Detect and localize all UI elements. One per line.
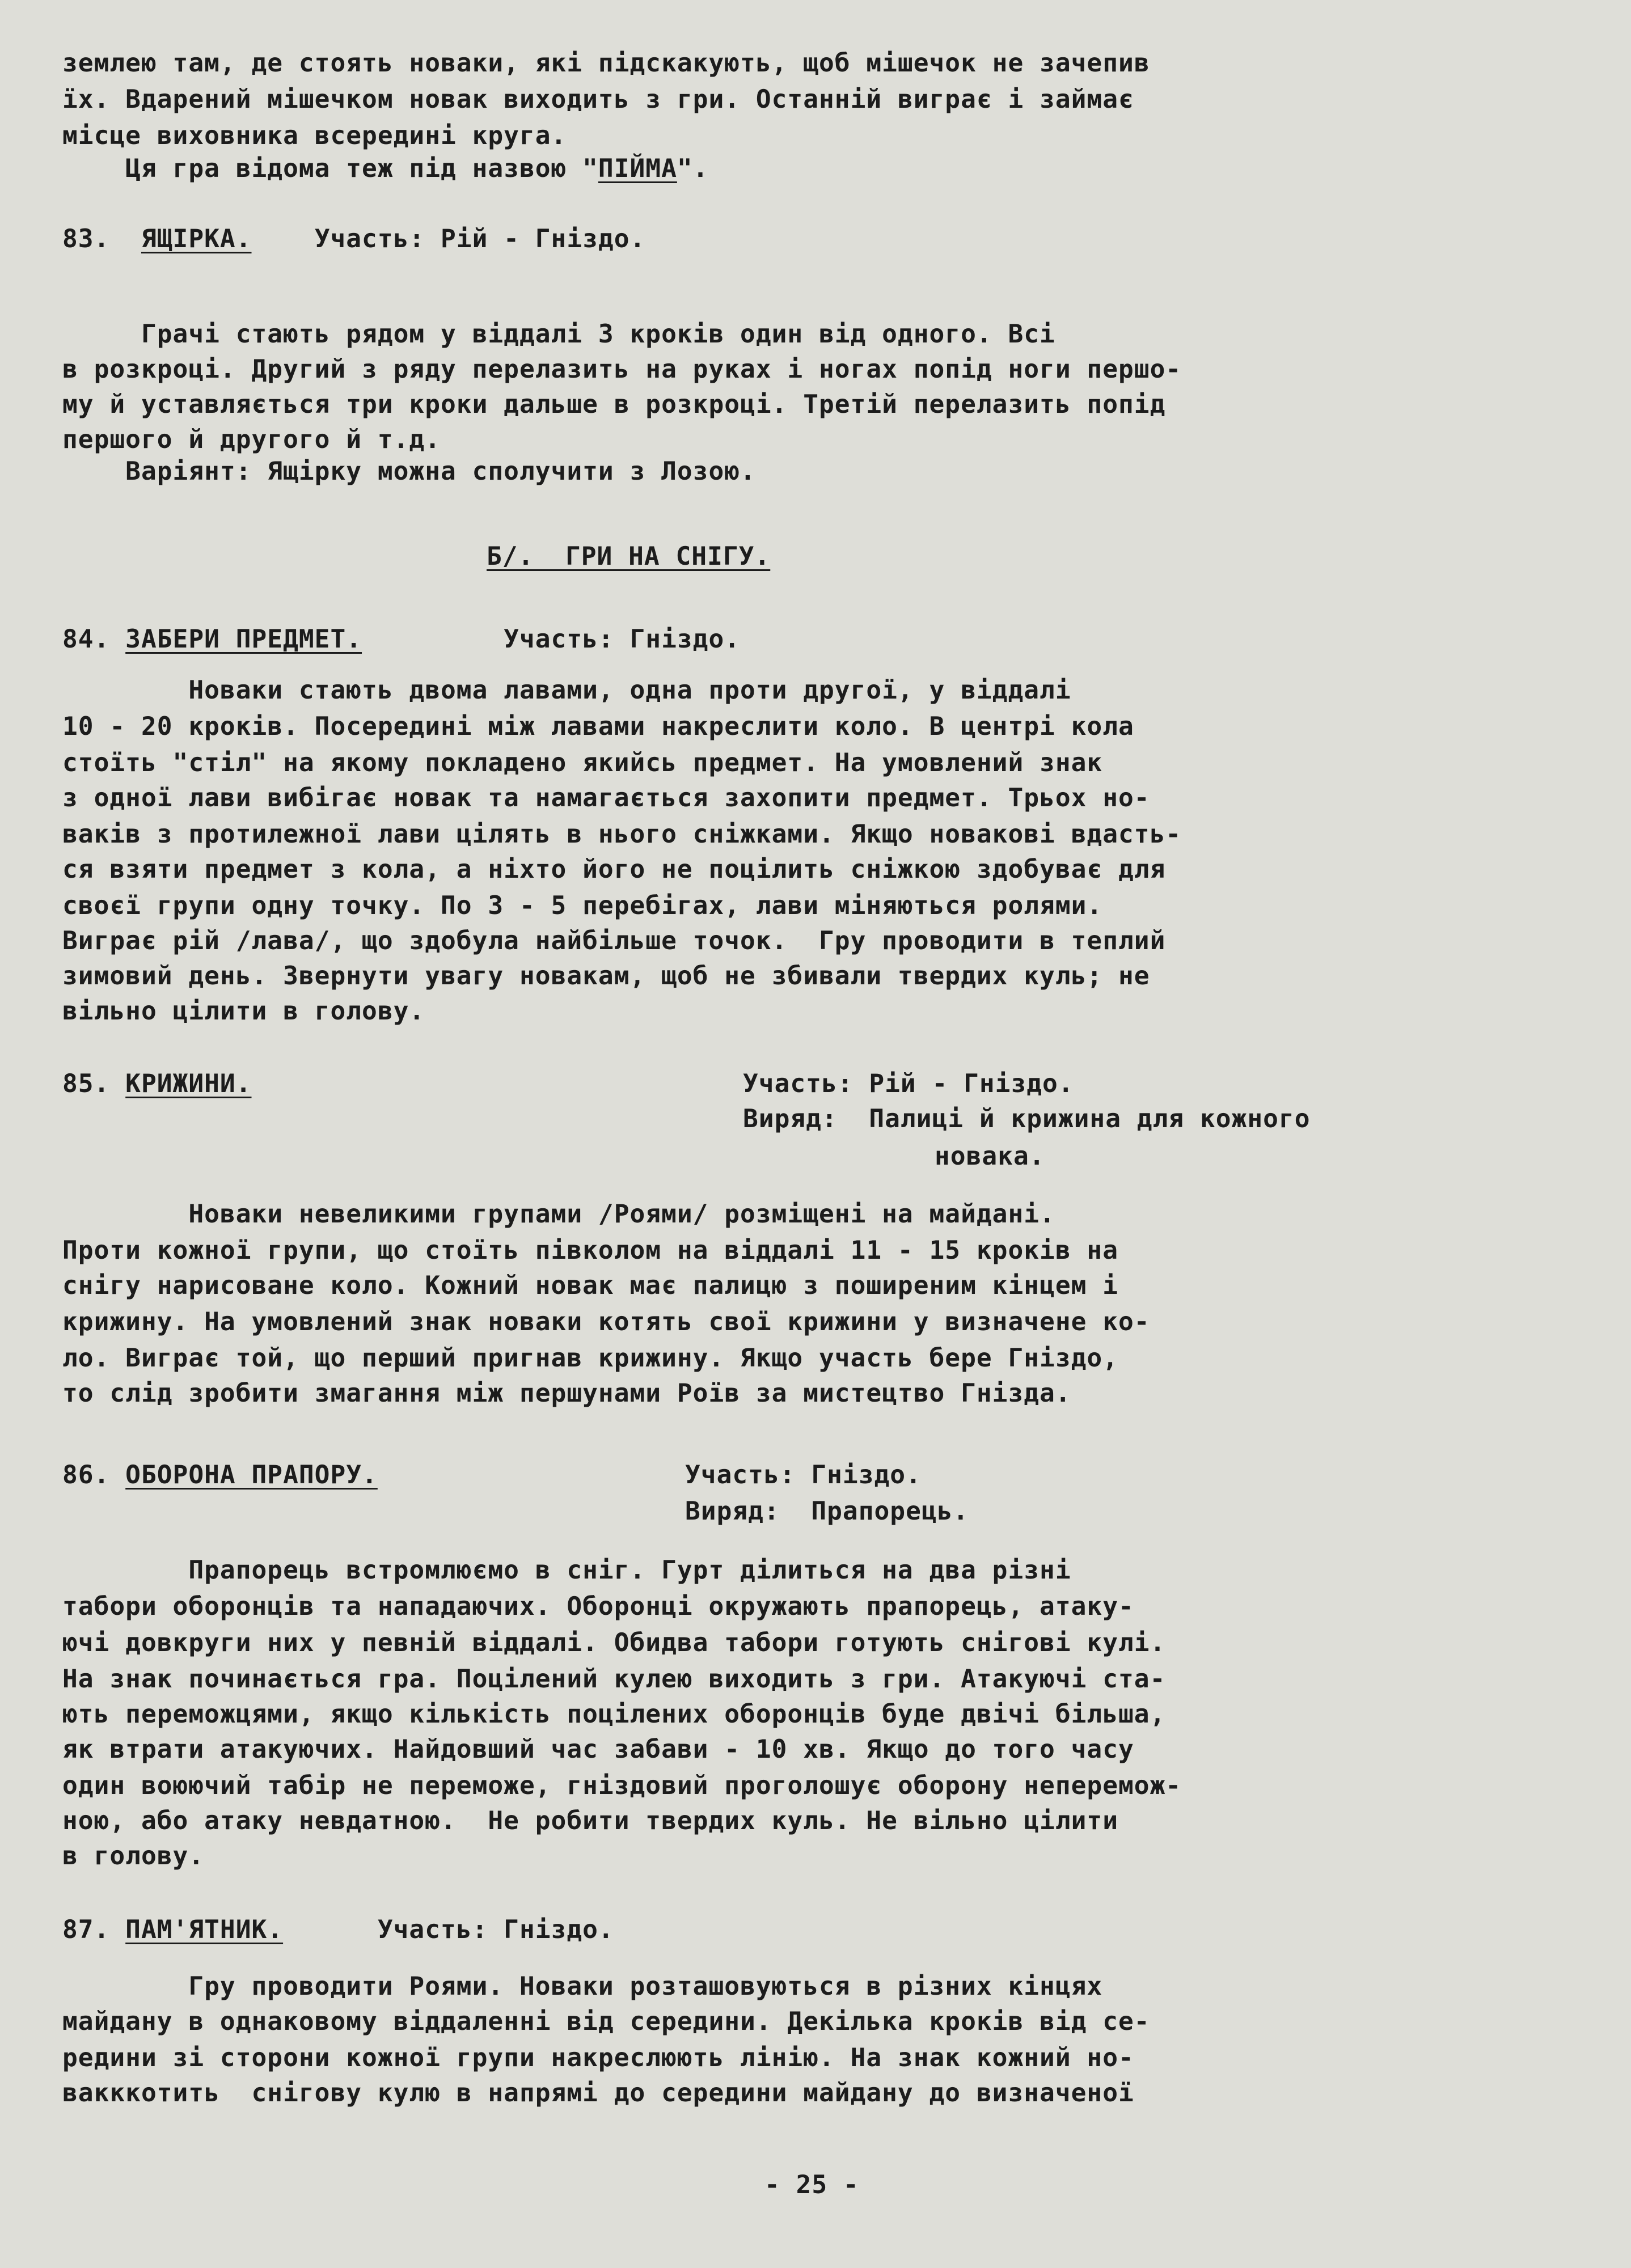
text-line: ючі довкруги них у певній віддалі. Обидва табори готують снігові кулі.	[62, 1628, 1166, 1657]
equipment: Виряд: Палиці й крижина для кожного	[743, 1105, 1311, 1133]
game-heading-87: 87. ПАМ'ЯТНИК. Участь: Гніздо.	[62, 1915, 614, 1944]
game-alt-name: ПІЙМА	[598, 154, 677, 183]
text-line: снігу нарисоване коло. Кожний новак має палицю з поширеним кінцем і	[62, 1271, 1119, 1300]
text-line: Ця гра відома теж під назвою "ПІЙМА".	[62, 154, 709, 183]
text-line: вільно цілити в голову.	[62, 997, 425, 1026]
text-line: На знак починається гра. Поцілений кулею виходить з гри. Атакуючі ста-	[62, 1665, 1166, 1694]
text-line: ся взяти предмет з кола, а ніхто його не поцілить сніжкою здобуває для	[62, 855, 1166, 884]
equipment-continued: новака.	[935, 1142, 1045, 1171]
text-line: в розкроці. Другий з ряду перелазить на руках і ногах попід ноги першо-	[62, 355, 1182, 384]
game-title: ОБОРОНА ПРАПОРУ.	[125, 1461, 378, 1490]
text-line: редини зі сторони кожної групи накреслюють лінію. На знак кожний но-	[62, 2043, 1134, 2072]
text-line: ваків з протилежної лави цілять в нього сніжками. Якщо новакові вдасть-	[62, 820, 1182, 849]
game-heading-85: 85. КРИЖИНИ.	[62, 1069, 252, 1098]
game-title: ПАМ'ЯТНИК.	[125, 1915, 284, 1944]
text-line: Грачі стають рядом у віддалі 3 кроків один від одного. Всі	[62, 320, 1055, 349]
game-title: КРИЖИНИ.	[125, 1069, 252, 1098]
text-line: Прапорець встромлюємо в сніг. Гурт ділиться на два різні	[62, 1556, 1071, 1585]
text-line: Новаки невеликими групами /Роями/ розміщені на майдані.	[62, 1200, 1055, 1229]
text-line: як втрати атакуючих. Найдовший час забави - 10 хв. Якщо до того часу	[62, 1735, 1134, 1764]
text-line: ною, або атаку невдатною. Не робити твердих куль. Не вільно цілити	[62, 1806, 1119, 1835]
text-line: в голову.	[62, 1842, 205, 1871]
text-line: 10 - 20 кроків. Посередині між лавами накреслити коло. В центрі кола	[62, 712, 1134, 741]
text-line: Варіянт: Ящірку можна сполучити з Лозою.	[62, 457, 756, 486]
participation: Участь: Гніздо.	[504, 625, 741, 654]
page-number: - 25 -	[764, 2170, 859, 2199]
section-heading: Б/. ГРИ НА СНІГУ.	[487, 542, 771, 571]
text-line: то слід зробити змагання між першунами Роїв за мистецтво Гнізда.	[62, 1379, 1071, 1408]
participation: Участь: Рій - Гніздо.	[314, 225, 646, 253]
text-line: ють переможцями, якщо кількість поцілених оборонців буде двічі більша,	[62, 1700, 1166, 1729]
text-line: Проти кожної групи, що стоїть півколом на віддалі 11 - 15 кроків на	[62, 1236, 1119, 1265]
text-line: крижину. На умовлений знак новаки котять свої крижини у визначене ко-	[62, 1308, 1150, 1336]
text-line: стоїть "стіл" на якому покладено якийсь предмет. На умовлений знак	[62, 748, 1103, 777]
text-line: майдану в однаковому віддаленні від середини. Декілька кроків від се-	[62, 2007, 1150, 2036]
text-line: землею там, де стоять новаки, які підскакують, щоб мішечок не зачепив	[62, 49, 1150, 78]
text-line: ло. Виграє той, що перший пригнав крижину. Якщо участь бере Гніздо,	[62, 1344, 1119, 1373]
text-line: вакккотить снігову кулю в напрямі до середини майдану до визначеної	[62, 2079, 1134, 2108]
game-title: ЗАБЕРИ ПРЕДМЕТ.	[125, 625, 362, 654]
text-line: Гру проводити Роями. Новаки розташовуються в різних кінцях	[62, 1972, 1103, 2001]
text-line: їх. Вдарений мішечком новак виходить з гри. Останній виграє і займає	[62, 85, 1134, 114]
game-heading-83: 83. ЯЩІРКА. Участь: Рій - Гніздо.	[62, 225, 646, 253]
text-line: місце виховника всередині круга.	[62, 121, 567, 150]
participation: Участь: Гніздо.	[685, 1461, 922, 1490]
text-line: Виграє рій /лава/, що здобула найбільше точок. Гру проводити в теплий	[62, 926, 1166, 955]
text-line: зимовий день. Звернути увагу новакам, щоб не збивали твердих куль; не	[62, 962, 1150, 991]
text-line: з одної лави вибігає новак та намагається захопити предмет. Трьох но-	[62, 784, 1150, 813]
equipment: Виряд: Прапорець.	[685, 1497, 969, 1526]
text-line: один воюючий табір не переможе, гніздовий проголошує оборону неперемож-	[62, 1771, 1182, 1800]
game-heading-84: 84. ЗАБЕРИ ПРЕДМЕТ. Участь: Гніздо.	[62, 625, 741, 654]
text-line: своєї групи одну точку. По 3 - 5 перебігах, лави міняються ролями.	[62, 891, 1103, 920]
text-line: му й уставляється три кроки дальше в розкроці. Третій перелазить попід	[62, 390, 1166, 419]
game-heading-86: 86. ОБОРОНА ПРАПОРУ.	[62, 1461, 378, 1490]
participation: Участь: Рій - Гніздо.	[743, 1069, 1074, 1098]
game-title: ЯЩІРКА.	[141, 225, 252, 253]
text-line: Новаки стають двома лавами, одна проти другої, у віддалі	[62, 676, 1071, 705]
text-line: табори оборонців та нападаючих. Оборонці окружають прапорець, атаку-	[62, 1592, 1134, 1621]
participation: Участь: Гніздо.	[377, 1915, 614, 1944]
text-line: першого й другого й т.д.	[62, 425, 441, 454]
